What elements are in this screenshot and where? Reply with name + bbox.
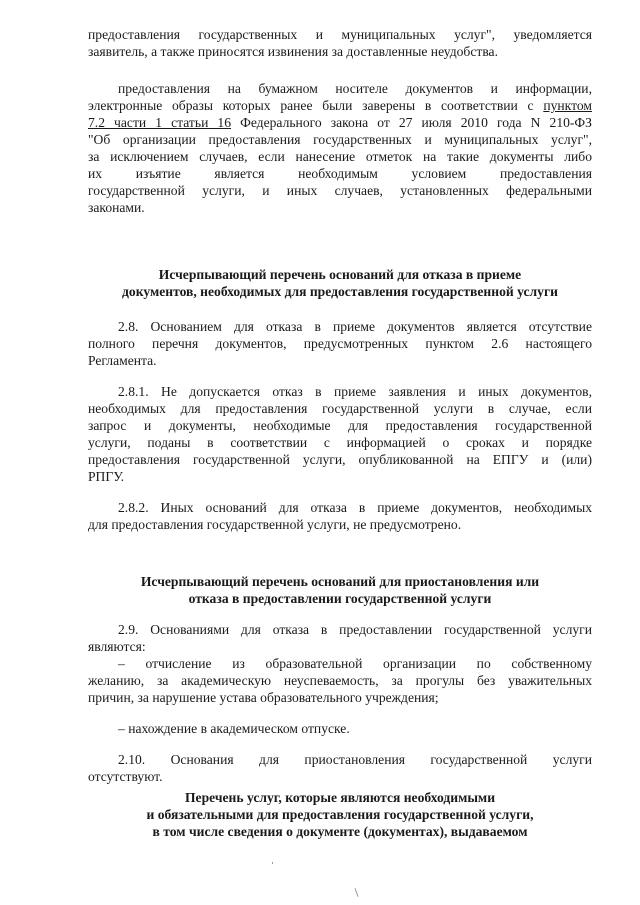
section-heading: в том числе сведения о документе (документах), выдаваемом <box>152 824 528 839</box>
text-line: законами. <box>88 200 145 215</box>
text-line: предоставления государственной услуги, опубликованной на ЕПГУ и (или) <box>88 452 592 467</box>
text-line: Регламента. <box>88 353 157 368</box>
list-item: – нахождение в академическом отпуске. <box>118 721 350 736</box>
text-line: полного перечня документов, предусмотренных пунктом 2.6 настоящего <box>88 336 592 351</box>
text-line: их изъятие является необходимым условием предоставления <box>88 166 592 181</box>
text-line: запрос и документы, необходимые для предоставления государственной <box>88 418 592 433</box>
section-heading: Перечень услуг, которые являются необходимыми <box>184 790 496 805</box>
law-reference-link[interactable]: пунктом <box>543 98 592 113</box>
text-line: причин, за нарушение устава образовательного учреждения; <box>88 690 439 705</box>
list-item: – отчисление из образовательной организации по собственному <box>118 656 592 671</box>
text-line: предоставления на бумажном носителе документов и информации, <box>118 81 592 96</box>
text-line: отсутствуют. <box>88 769 163 784</box>
section-heading: отказа в предоставлении государственной услуги <box>188 591 492 606</box>
text-line: 2.10. Основания для приостановления государственной услуги <box>118 752 592 767</box>
section-heading: Исчерпывающий перечень оснований для приостановления или <box>140 574 540 589</box>
text-span: электронные образы которых ранее были заверены в соответствии с <box>88 98 544 113</box>
text-line <box>88 114 592 131</box>
section-heading: и обязательными для предоставления государственной услуги, <box>146 807 534 822</box>
section-heading: Исчерпывающий перечень оснований для отказа в приеме <box>158 267 522 282</box>
text-line: услуги, поданы в соответствии с информацией о сроках и порядке <box>88 435 592 450</box>
scan-speck <box>354 888 358 897</box>
text-line: являются: <box>88 639 146 654</box>
text-line: государственной услуги, и иных случаев, установленных федеральными <box>88 183 592 198</box>
law-reference-link[interactable]: 7.2 части 1 статьи 16 <box>88 115 232 130</box>
text-span: Федерального закона от 27 июля 2010 года N 210-ФЗ <box>231 115 592 130</box>
text-line: 2.8.1. Не допускается отказ в приеме заявления и иных документов, <box>118 384 592 399</box>
text-line: необходимых для предоставления государственной услуги в случае, если <box>88 401 592 416</box>
text-line: 2.8.2. Иных оснований для отказа в приеме документов, необходимых <box>118 500 592 515</box>
text-line: 2.9. Основаниями для отказа в предоставлении государственной услуги <box>118 622 592 637</box>
text-line: заявитель, а также приносятся извинения за доставленные неудобства. <box>88 44 498 59</box>
text-line: для предоставления государственной услуги, не предусмотрено. <box>88 517 462 532</box>
text-line: за исключением случаев, если нанесение отметок на такие документы либо <box>88 149 592 164</box>
scan-speck <box>272 862 273 864</box>
text-line: РПГУ. <box>88 469 125 484</box>
section-heading: документов, необходимых для предоставления государственной услуги <box>122 284 558 299</box>
text-line <box>88 97 592 114</box>
text-line: 2.8. Основанием для отказа в приеме документов является отсутствие <box>118 319 592 334</box>
text-line: желанию, за академическую неуспеваемость, за прогулы без уважительных <box>88 673 592 688</box>
text-line: "Об организации предоставления государственных и муниципальных услуг", <box>88 132 592 147</box>
text-line: предоставления государственных и муниципальных услуг", уведомляется <box>88 27 592 42</box>
